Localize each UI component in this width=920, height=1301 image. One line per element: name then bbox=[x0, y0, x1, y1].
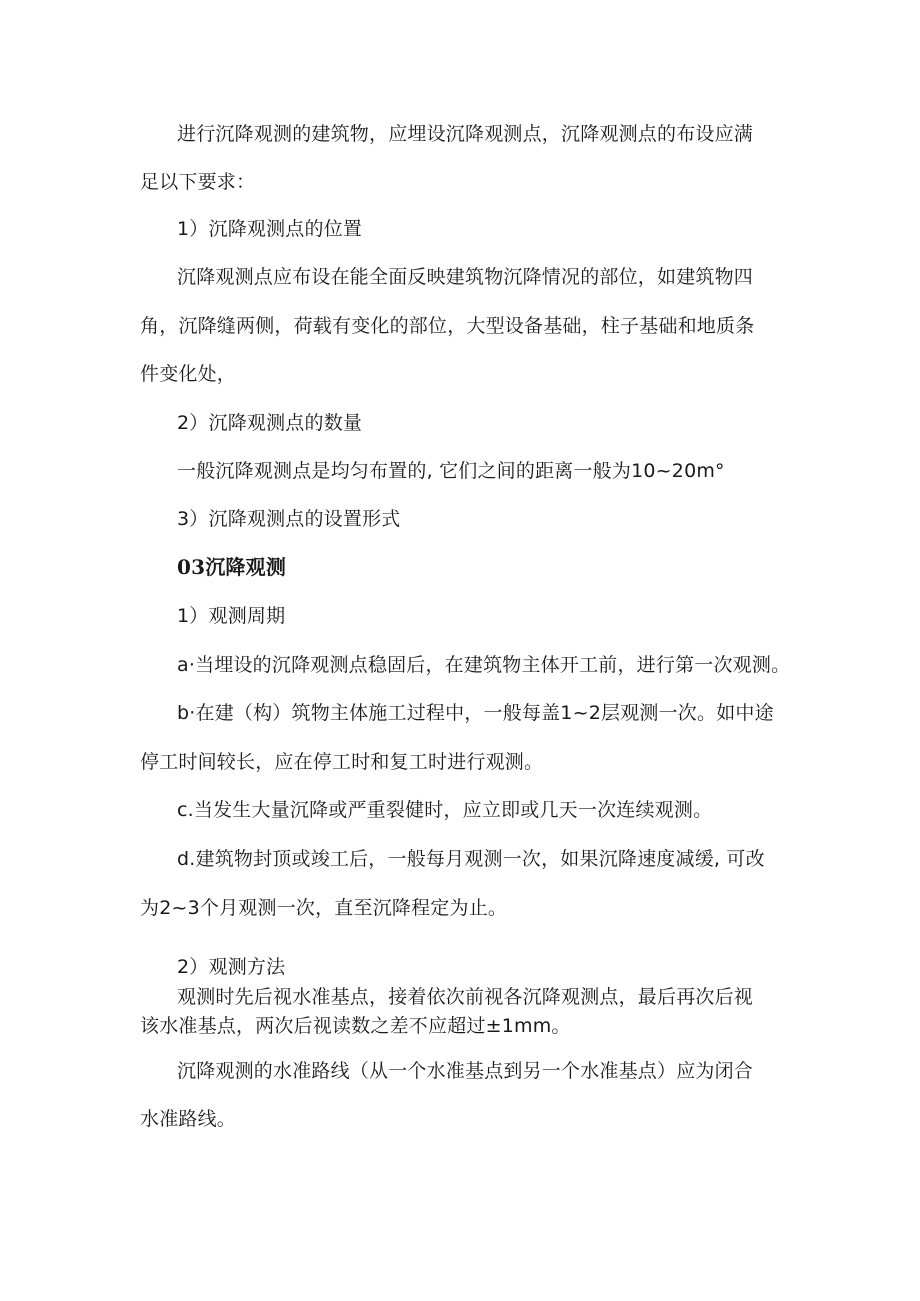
paragraph-c-line-1: c.当发生大量沉降或严重裂健时，应立即或几天一次连续观测。 bbox=[177, 799, 713, 821]
paragraph-intro-line-1: 进行沉降观测的建筑物，应埋设沉降观测点，沉降观测点的布设应满 bbox=[177, 123, 754, 145]
paragraph-position-line-2: 角，沉降缝两侧，荷载有变化的部位，大型设备基础，柱子基础和地质条 bbox=[140, 315, 755, 337]
item-2-title: 2）沉降观测点的数量 bbox=[177, 412, 363, 434]
paragraph-method-line-2: 该水准基点，两次后视读数之差不应超过±1mm。 bbox=[140, 1015, 571, 1037]
paragraph-position-line-1: 沉降观测点应布设在能全面反映建筑物沉降情况的部位，如建筑物四 bbox=[177, 266, 754, 288]
paragraph-route-line-2: 水准路线。 bbox=[140, 1108, 237, 1130]
paragraph-method-line-1: 观测时先后视水准基点，接着依次前视各沉降观测点，最后再次后视 bbox=[177, 986, 754, 1008]
paragraph-quantity-line-1: 一般沉降观测点是均匀布置的, 它们之间的距离一般为10~20m° bbox=[177, 460, 725, 482]
paragraph-route-line-1: 沉降观测的水准路线（从一个水准基点到另一个水准基点）应为闭合 bbox=[177, 1060, 754, 1082]
paragraph-b-line-2: 停工时间较长，应在停工时和复工时进行观测。 bbox=[140, 751, 544, 773]
paragraph-d-line-1: d.建筑物封顶或竣工后，一般每月观测一次，如果沉降速度减缓, 可改 bbox=[177, 848, 765, 870]
paragraph-position-line-3: 件变化处， bbox=[140, 363, 237, 385]
paragraph-d-line-2: 为2~3个月观测一次，直至沉降程定为止。 bbox=[140, 897, 508, 919]
section-heading: 03沉降观测 bbox=[177, 555, 287, 579]
paragraph-a-line-1: a·当埋设的沉降观测点稳固后，在建筑物主体开工前，进行第一次观测。 bbox=[177, 654, 791, 676]
sub-2-title: 2）观测方法 bbox=[177, 956, 286, 978]
sub-1-title: 1）观测周期 bbox=[177, 605, 286, 627]
item-1-title: 1）沉降观测点的位置 bbox=[177, 218, 363, 240]
item-3-title: 3）沉降观测点的设置形式 bbox=[177, 508, 401, 530]
paragraph-b-line-1: b·在建（构）筑物主体施工过程中，一般每盖1~2层观测一次。如中途 bbox=[177, 702, 774, 724]
paragraph-intro-line-2: 足以下要求： bbox=[140, 171, 256, 193]
